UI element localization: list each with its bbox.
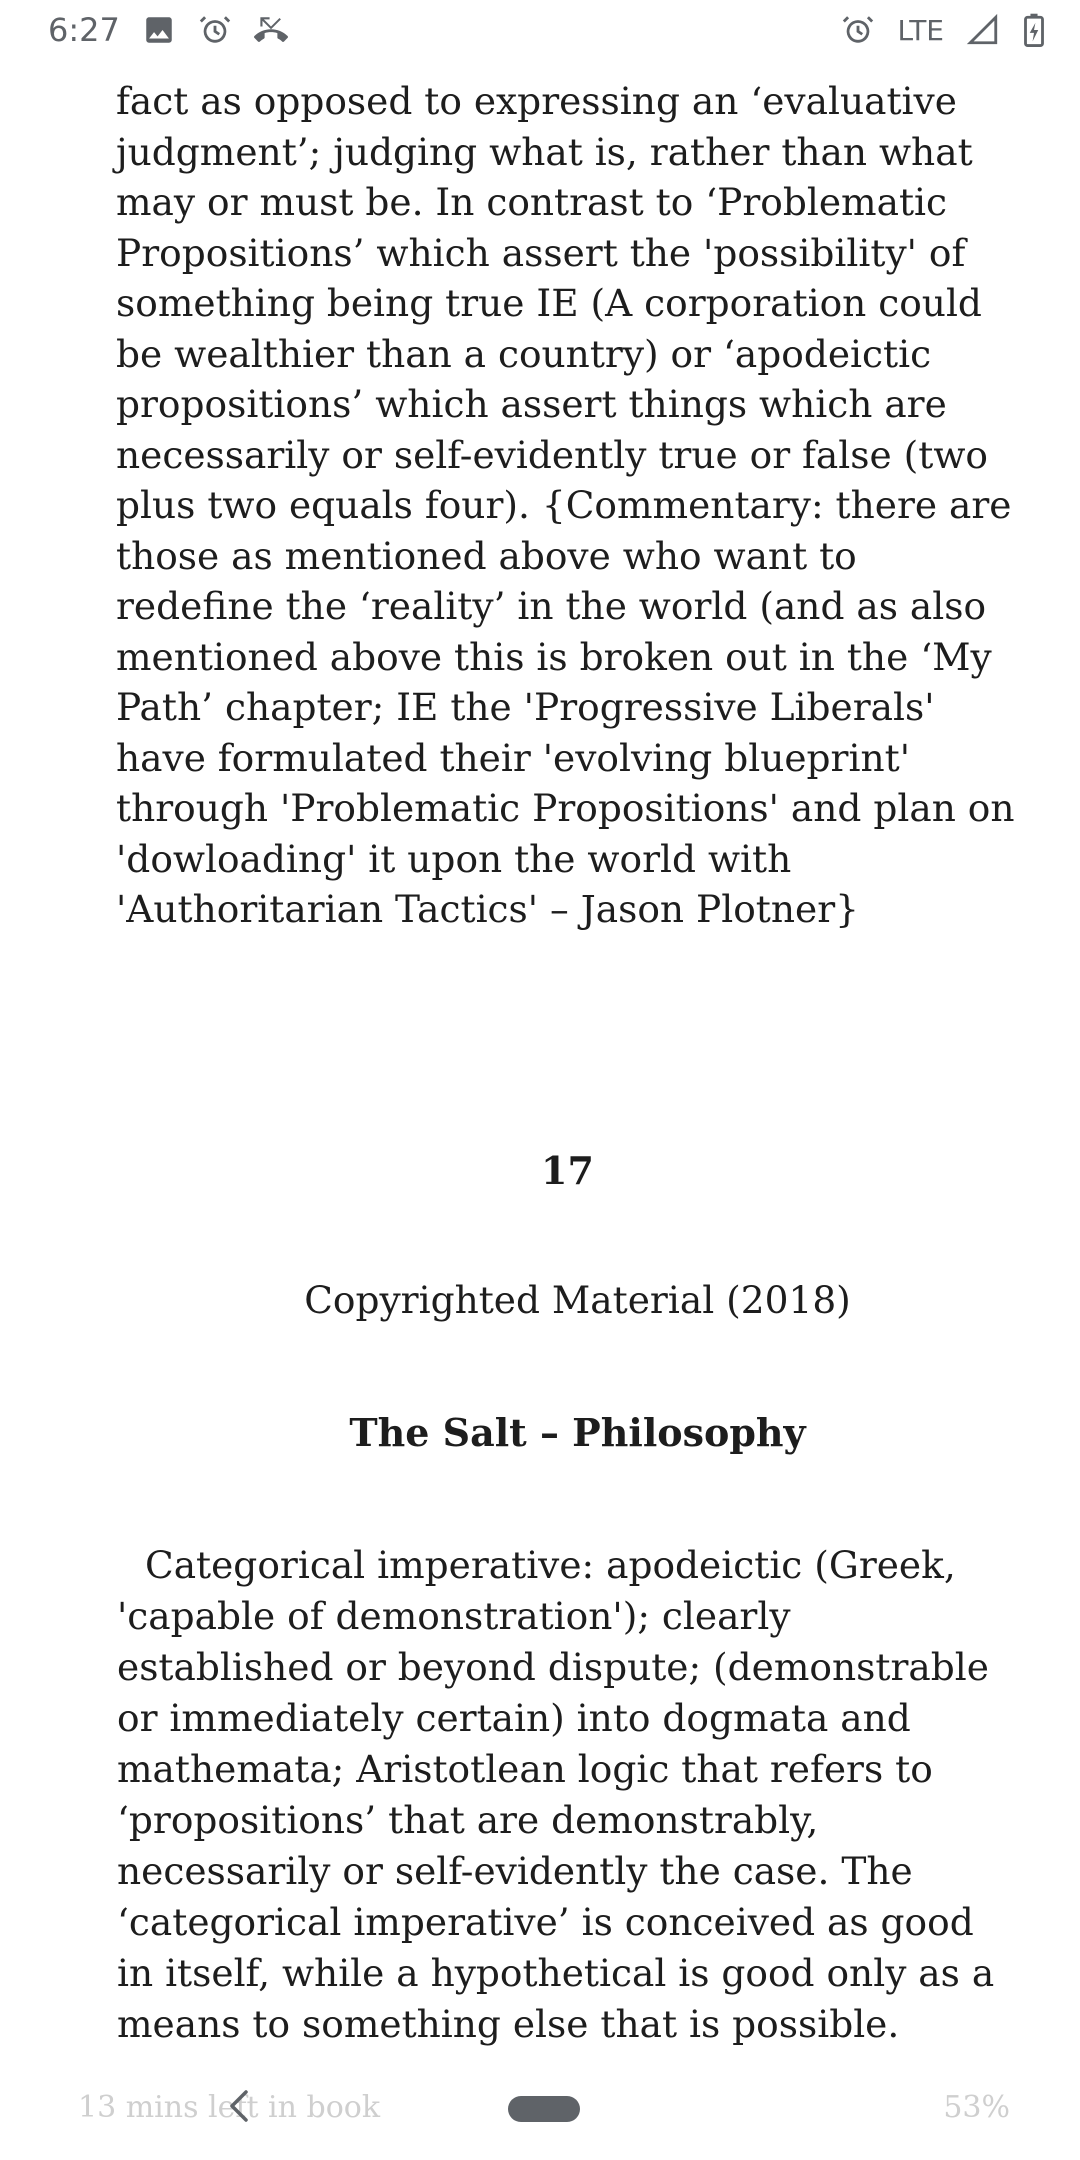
alarm-icon	[198, 13, 232, 47]
time-left-in-book: 13 mins left in book	[78, 2090, 381, 2125]
reading-progress: 53%	[943, 2090, 1010, 2125]
status-bar	[0, 0, 1080, 60]
network-type: LTE	[897, 13, 944, 47]
status-left	[48, 11, 288, 49]
reader-footer	[0, 2090, 1080, 2140]
reading-content-bottom	[117, 1540, 1017, 2050]
status-time: 6:27	[48, 11, 120, 49]
page-number: 17	[541, 1148, 594, 1193]
status-right	[841, 13, 1046, 47]
body-paragraph: Categorical imperative: apodeictic (Greek, 'capable of demonstration'); clearly established or beyond dispute; (demonstrable or immediately certain) into dogmata and mathemata; Aristotlean logic that refers to ‘propositions’ that are demonstrably, necessarily or self-evidently the case. The ‘categorical imperative’ is conceived as good in itself, while a hypothetical is good only as a means to something else that is possible.	[117, 1543, 995, 2046]
body-paragraph: fact as opposed to expressing an ‘evaluative judgment’; judging what is, rather than what may or must be. In contrast to ‘Problematic Propositions’ which assert the 'possibility' of something being true IE (A corporation could be wealthier than a country) or ‘apodeictic propositions’ which assert things which are necessarily or self-evidently true or false (two plus two equals four). {Commentary: there are those as mentioned above who want to redefine the ‘reality’ in the world (and as also mentioned above this is broken out in the ‘My Path’ chapter; IE the 'Progressive Liberals' have formulated their 'evolving blueprint' through 'Problematic Propositions' and plan on 'dowloading' it upon the world with 'Authoritarian Tactics' – Jason Plotner}	[116, 79, 1015, 931]
alarm-icon	[841, 13, 875, 47]
signal-icon	[966, 13, 1000, 47]
battery-icon	[1022, 13, 1046, 47]
image-icon	[142, 13, 176, 47]
chapter-title: The Salt – Philosophy	[349, 1410, 806, 1455]
copyright-notice: Copyrighted Material (2018)	[304, 1278, 851, 1322]
back-chevron-icon[interactable]	[224, 2086, 254, 2126]
home-gesture-pill[interactable]	[508, 2096, 580, 2122]
missed-call-icon	[254, 13, 288, 47]
reading-content-top	[116, 76, 1016, 935]
